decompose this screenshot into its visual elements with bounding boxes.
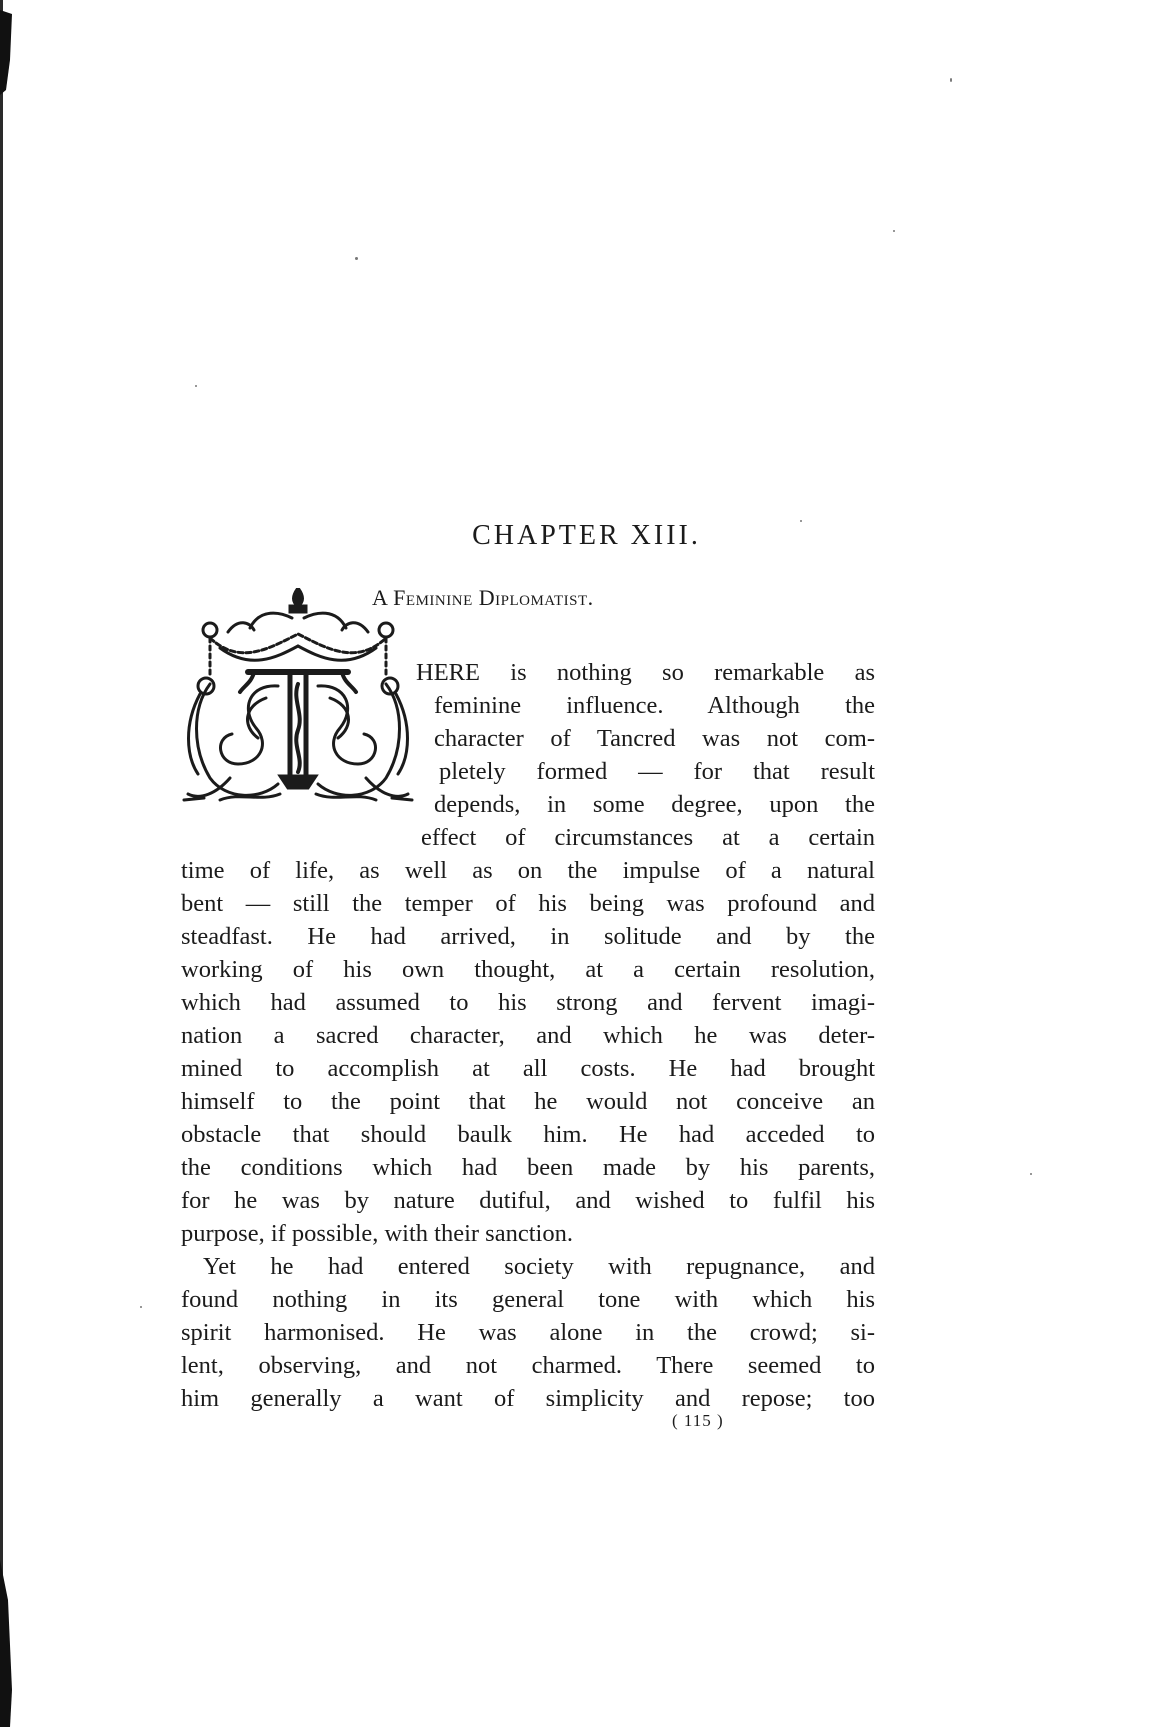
text-line: which had assumed to his strong and fervent imagi- [181,989,875,1016]
text-line: purpose, if possible, with their sanction. [181,1220,573,1247]
text-line: for he was by nature dutiful, and wished to fulfil his [181,1187,875,1214]
text-line: time of life, as well as on the impulse of a natural [181,857,875,884]
text-line: working of his own thought, at a certain resolution, [181,956,875,983]
text-line: bent — still the temper of his being was profound and [181,890,875,917]
text-line: pletely formed — for that result [439,758,875,785]
scan-speck [893,230,895,232]
text-line: Yet he had entered society with repugnance, and [203,1253,875,1280]
text-line: HERE is nothing so remarkable as [416,659,875,686]
chapter-title: CHAPTER XIII. [472,520,701,551]
text-line: obstacle that should baulk him. He had acceded to [181,1121,875,1148]
text-line: lent, observing, and not charmed. There seemed to [181,1352,875,1379]
scan-spine-edge [0,0,12,1727]
text-line: himself to the point that he would not conceive an [181,1088,875,1115]
text-line: feminine influence. Although the [434,692,875,719]
text-line: spirit harmonised. He was alone in the crowd; si- [181,1319,875,1346]
page-number: ( 115 ) [672,1411,724,1430]
text-line: found nothing in its general tone with which his [181,1286,875,1313]
text-line: depends, in some degree, upon the [434,791,875,818]
text-line: effect of circumstances at a certain [421,824,875,851]
chapter-subtitle: A Feminine Diplomatist. [372,585,594,610]
text-line: character of Tancred was not com- [434,725,875,752]
text-line: the conditions which had been made by his parents, [181,1154,875,1181]
text-line: nation a sacred character, and which he was deter- [181,1022,875,1049]
ornamental-drop-cap [180,588,416,816]
scan-speck [355,257,358,260]
scan-speck [140,1306,142,1308]
scan-speck [950,78,952,82]
text-line: steadfast. He had arrived, in solitude and by the [181,923,875,950]
text-line: him generally a want of simplicity and repose; too [181,1385,875,1412]
scan-speck [1030,1173,1032,1175]
text-line: mined to accomplish at all costs. He had brought [181,1055,875,1082]
scan-speck [195,385,197,387]
